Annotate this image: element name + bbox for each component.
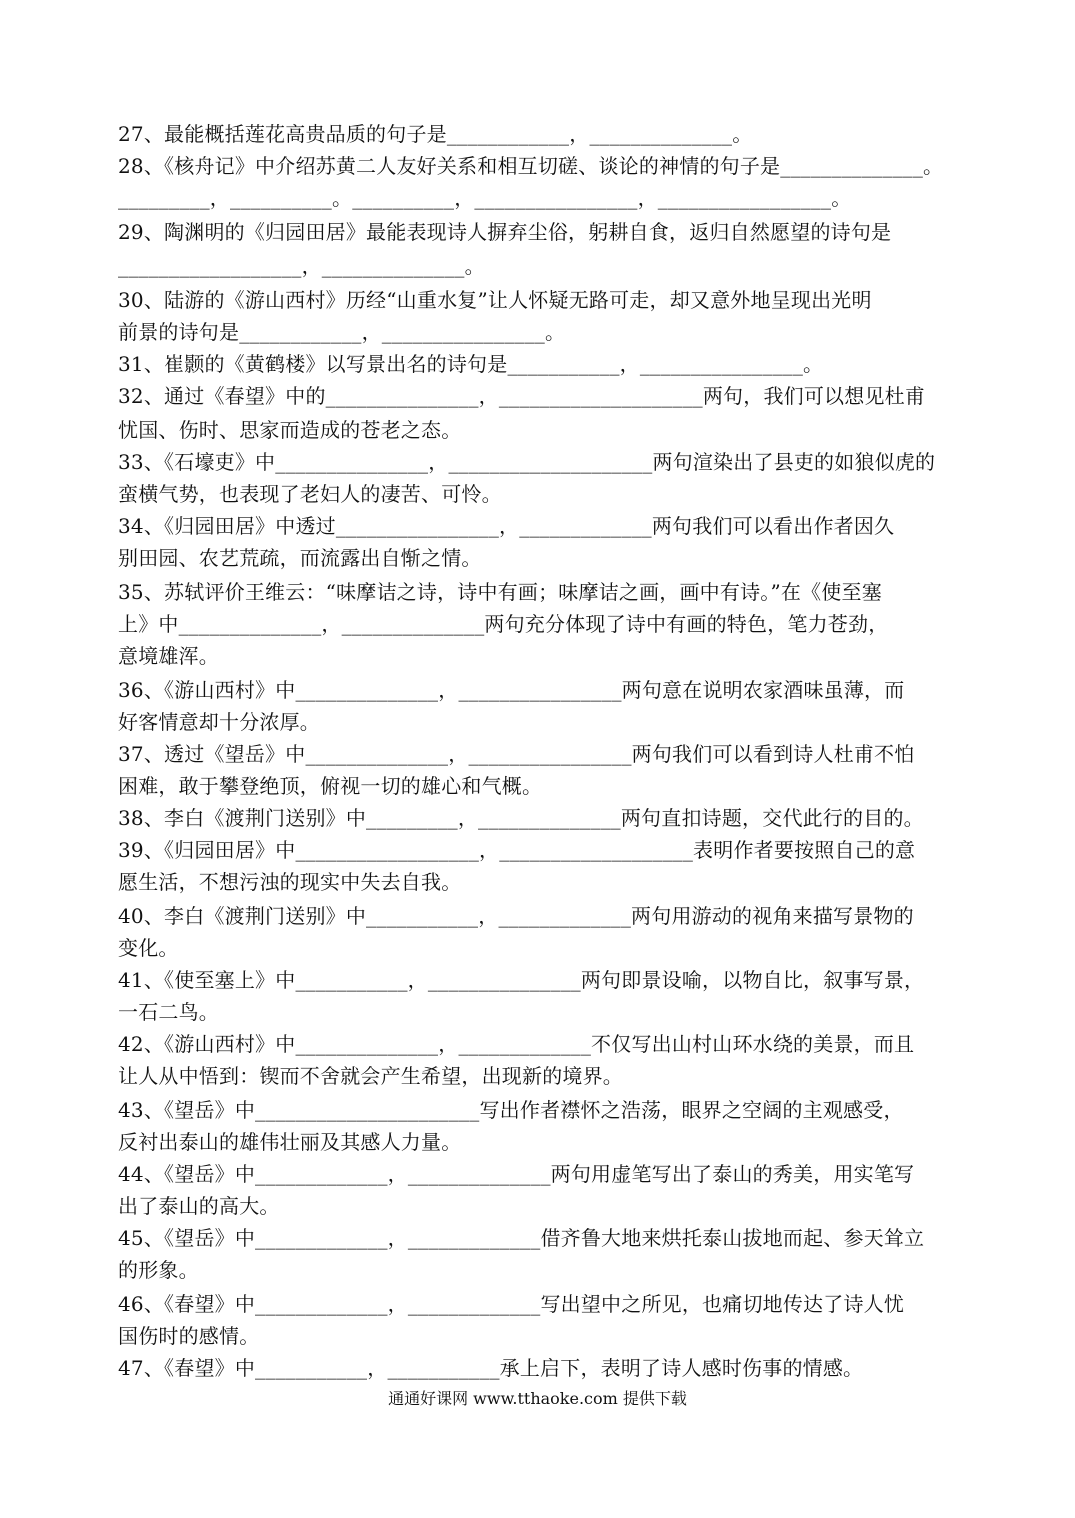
text-line: 35、苏轼评价王维云：“味摩诘之诗，诗中有画；味摩诘之画，画中有诗。”在《使至塞: [118, 580, 882, 604]
page-footer: 通通好课网 www.tthaoke.com 提供下载: [388, 1389, 687, 1408]
text-line: 29、陶渊明的《归园田居》最能表现诗人摒弃尘俗，躬耕自食，返归自然愿望的诗句是: [118, 220, 892, 244]
text-line: 国伤时的感情。: [118, 1324, 260, 1348]
text-line: 31、崔颢的《黄鹤楼》以写景出名的诗句是___________，________________。: [118, 352, 824, 376]
text-line: 变化。: [118, 936, 179, 960]
text-line: 困难，敢于攀登绝顶，俯视一切的雄心和气概。: [118, 774, 543, 798]
text-line: 38、李白《渡荆门送别》中_________，______________两句直扣诗题，交代此行的目的。: [118, 806, 924, 830]
text-line: 30、陆游的《游山西村》历经“山重水复”让人怀疑无路可走，却又意外地呈现出光明: [118, 288, 872, 312]
text-line: 好客情意却十分浓厚。: [118, 710, 320, 734]
text-line: 45、《望岳》中_____________，_____________借齐鲁大地来烘托泰山拔地而起、参天耸立: [118, 1226, 925, 1250]
text-line: _________，__________。__________，________________，_________________。: [118, 186, 852, 210]
text-line: 34、《归园田居》中透过________________，_____________两句我们可以看出作者因久: [118, 514, 895, 538]
text-line: 前景的诗句是____________，________________。: [118, 320, 566, 344]
text-line: 忧国、伤时、思家而造成的苍老之态。: [118, 418, 462, 442]
text-line: 39、《归园田居》中__________________，___________________表明作者要按照自己的意: [118, 838, 916, 862]
text-line: 43、《望岳》中______________________写出作者襟怀之浩荡，眼界之空阔的主观感受，: [118, 1098, 904, 1122]
text-line: __________________，______________。: [118, 254, 485, 278]
text-line: 27、最能概括莲花高贵品质的句子是____________，______________。: [118, 122, 753, 146]
text-line: 一石二鸟。: [118, 1000, 219, 1024]
text-line: 的形象。: [118, 1258, 199, 1282]
text-line: 37、透过《望岳》中______________，________________两句我们可以看到诗人杜甫不怕: [118, 742, 915, 766]
text-line: 蛮横气势，也表现了老妇人的凄苦、可怜。: [118, 482, 502, 506]
text-line: 40、李白《渡荆门送别》中___________，_____________两句用游动的视角来描写景物的: [118, 904, 914, 928]
text-line: 上》中______________，______________两句充分体现了诗中有画的特色，笔力苍劲，: [118, 612, 889, 636]
text-line: 愿生活，不想污浊的现实中失去自我。: [118, 870, 462, 894]
text-line: 42、《游山西村》中______________，_____________不仅写出山村山环水绕的美景，而且: [118, 1032, 915, 1056]
text-line: 44、《望岳》中_____________，______________两句用虚笔写出了泰山的秀美，用实笔写: [118, 1162, 915, 1186]
text-line: 出了泰山的高大。: [118, 1194, 280, 1218]
text-line: 33、《石壕吏》中_______________，____________________两句渲染出了县吏的如狼似虎的: [118, 450, 936, 474]
text-line: 36、《游山西村》中______________，________________两句意在说明农家酒味虽薄，而: [118, 678, 905, 702]
text-line: 28、《核舟记》中介绍苏黄二人友好关系和相互切磋、谈论的神情的句子是______________。: [118, 154, 944, 178]
text-line: 41、《使至塞上》中___________，_______________两句即景设喻，以物自比，叙事写景，: [118, 968, 925, 992]
text-line: 47、《春望》中___________，___________承上启下，表明了诗人感时伤事的情感。: [118, 1356, 864, 1380]
text-line: 32、通过《春望》中的_______________，____________________两句，我们可以想见杜甫: [118, 384, 926, 408]
text-line: 意境雄浑。: [118, 644, 219, 668]
text-line: 别田园、农艺荒疏，而流露出自惭之情。: [118, 546, 482, 570]
text-line: 46、《春望》中_____________，_____________写出望中之所见，也痛切地传达了诗人忧: [118, 1292, 905, 1316]
text-line: 让人从中悟到：锲而不舍就会产生希望，出现新的境界。: [118, 1064, 623, 1088]
text-line: 反衬出泰山的雄伟壮丽及其感人力量。: [118, 1130, 462, 1154]
